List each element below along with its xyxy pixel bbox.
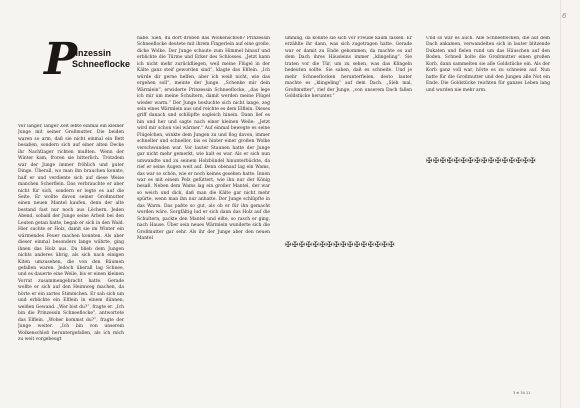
column-3-text: umhing, da konnte sie sich vor Freude kaum fassen. Er erzählte ihr dann, was sich zugetragen hatte. Gerade war er damit zu Ende gekommen, da machte es auf dem Dach ihres Häusleins immer „klingeling“. Sie traten vor die Tür, um zu sehen, was das Klingeln bedeuten sollte. Sie sahen, daß es schneite. Und je mehr Schneeflocken herunterfielen, desto lauter machte es „klingeling“ auf dem Dach. „Sieh mal, Großmutter“, rief der Junge, „von unserem Dach fallen Goldstücke herunter.“ (285, 36, 412, 100)
ornament-divider-1: ✠✠✠✠✠✠✠✠✠✠✠✠✠✠✠✠ (285, 241, 396, 249)
page-folio: 3 ⊕ 34 11 (513, 391, 531, 395)
story-title (44, 34, 134, 85)
text-column-3 (285, 36, 412, 394)
text-column-1 (18, 124, 124, 394)
text-column-4 (426, 36, 550, 394)
column-4-text: Und so war es auch. Alle Schneeflocken, die auf dem Dach ankamen, verwandelten sich in lauter blitzende Dukaten und fielen rund um das Häuschen auf den Boden. Schnell holte die Großmutter einen großen Korb, dann sammelten sie alle Goldstücke ein. Als der Korb ganz voll war, hörte es zu schneien auf. Nun hatte für die Großmutter und den Jungen alle Not ein Ende. Die Goldstücke reichten für ganzes Leben lang und wurden nie mehr arm. (426, 36, 550, 93)
page-gutter (560, 0, 561, 408)
column-1-text: Vor langer, langer Zeit lebte einmal ein kleiner Junge mit seiner Großmutter. Die beiden waren so arm, daß sie nicht einmal ein Bett besaßen, sondern sich auf einer alten Decke ihr Nachtlager richten mußten. Wenn der Winter kam, froren sie bitterlich. Trotzdem war der Junge immer fröhlich und guter Dinge. Überall, wo man ihn brauchen konnte, half er und verdiente sich auf diese Weise manchen Scherflein. Das verbrauchte er aber nicht für sich, sondern er legte es auf die Seite. Er wollte davon seiner Großmutter einen neuen Mantel kaufen, denn der alte bestand fast nur noch aus Löchern. Jeden Abend, sobald der Junge seine Arbeit bei den Leuten getan hatte, begab er sich in den Wald. Hier suchte er Holz, damit sie im Winter ein wärmendes Feuer machen konnten. Als aber dieser einmal besonders lange währte, ging ihnen das Holz aus. Da blieb dem Jungen nichts anderes übrig, als sich nach einigen Kiten umzusehen, die von den Bäumen gefallen waren. Jedoch überall lag Schnee, und es dauerte eine Weile, bis er einen kleinen Vorrat zusammengebracht hatte. Gerade wollte er sich auf den Heimweg machen, da hörte er ein zartes Stimmchen. Er sah sich um und erblickte ein Elflein in einem dünnen, weißen Gewand. „Wer bist du?“, fragte er. „Ich bin die Prinzessin Schneeflocke“, antwortete das Elflein. „Woher kommst du?“, fragte der Junge weiter. „Ich bin von unserem Wolkenschloß heruntergefallen, als ich mich zu weit vorgebeugt (18, 124, 124, 342)
title-dropcap: P (44, 34, 78, 85)
pencil-page-mark: 6 (562, 12, 567, 20)
column-2-text: habe. Sieh, du dort droben das Wolkenschloß? Prinzessin Schneeflocke deutete mit ihrem Fingerlein auf eine große, dicke Wolke. Der Junge schaute zum Himmel hinauf und erblickte die Türme und Erker des Schlosses. „Jetzt kann ich nicht mehr zurückfliegen, weil meine Flügel in der Kälte ganz steif geworden sind“, klagte das Elflein. „Ich würde dir gerne helfen, aber ich weiß nicht, wie das ergehen soll“, meinte der Junge. „Schenke mir dein Wärmlein“, erwiderte Prinzessin Schneeflocke, „das lege ich mir um meine Schultern, damit werden meine Flügel wieder warm.“ Der Junge besluchte sich nicht lange, zog sein eines Wärmlein aus und reichte es dem Elflein. Dieses griff danach und schlüpfte sogleich hinein. Dann lief es hin und her und sagte nach einer kleinen Weile: „Jetzt wird mir schon viel wärmer.“ Auf einmal bewegte es seine Flügelchen, winkte dem Jungen zu und flog davon, immer schneller und schneller, bis es hinter einer großen Wolke verschwunden war. Vor lauter Staunen hatte der Junge gar nicht mehr gemerkt, wie kalt es war. Als er sich nun umwandte und zu seinem Holzbündel hinunterbückte, da rief er seine Augen weit auf. Denn obenauf lag ein Wams, das war so schön, wie er noch keines gesehen hatte. Innen war es mit einem Pelz gefüttert, wie ihn nur der König besaß. Neben dem Wams lag ein großer Mantel, der war so weich und dick, daß man die Kälte gar nicht mehr spürte, wenn man ihn nur anhatte. Der Junge schlüpfte in das Warm. Das paßte so gut, als ob er für ihn gemacht worden wäre. Sorgfältig lud er sich dann das Holz auf die Schultern, packte den Mantel und eilte, so rasch er ging, nach Hause. Über sein neues Wärmlein wunderte sich die Großmutter gar sehr. Als ihr der Junge aber den neuen Mantel (137, 36, 270, 242)
ornament-divider-2: ✠✠✠✠✠✠✠✠✠✠✠✠✠✠✠✠ (426, 157, 537, 165)
text-column-2 (137, 36, 270, 394)
title-line-2: Schneeflocke (72, 59, 131, 69)
title-line-1: rinzessin (72, 48, 112, 58)
